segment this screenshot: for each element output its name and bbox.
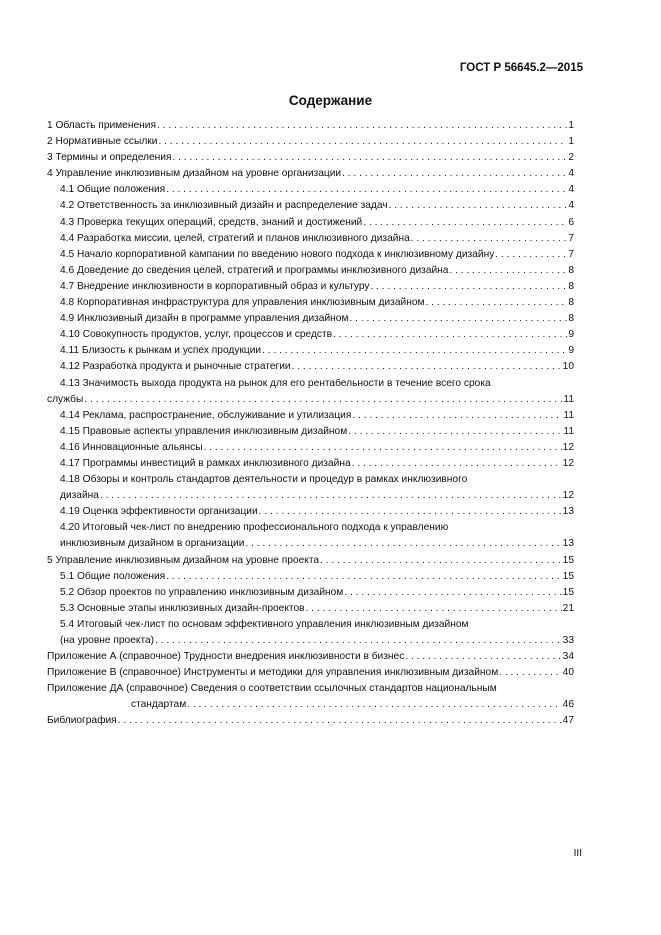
toc-entry[interactable]: 4.8 Корпоративная инфраструктура для управления инклюзивным дизайном . . . 8 bbox=[47, 295, 574, 311]
toc-entry[interactable]: дизайна . . . 12 bbox=[47, 488, 574, 504]
toc-entry[interactable]: 4.6 Доведение до сведения целей, стратегий и программы инклюзивного дизайна . . . 8 bbox=[47, 263, 574, 279]
toc-entry[interactable]: Библиография . . . 47 bbox=[47, 713, 574, 729]
toc-entry[interactable]: Приложение В (справочное) Инструменты и методики для управления инклюзивным дизайном . . . 40 bbox=[47, 665, 574, 681]
toc-entry[interactable]: 4.5 Начало корпоративной кампании по введению нового подхода к инклюзивному дизайну . . . 7 bbox=[47, 247, 574, 263]
toc-entry[interactable]: 4.4 Разработка миссии, целей, стратегий и планов инклюзивного дизайна . . . 7 bbox=[47, 231, 574, 247]
toc-entry[interactable]: 4.9 Инклюзивный дизайн в программе управления дизайном . . . 8 bbox=[47, 311, 574, 327]
toc-entry-first-line[interactable]: 5.4 Итоговый чек-лист по основам эффективного управления инклюзивным дизайном bbox=[60, 618, 469, 630]
toc-entry[interactable]: 4.19 Оценка эффективности организации . . . 13 bbox=[47, 504, 574, 520]
standard-code: ГОСТ Р 56645.2—2015 bbox=[459, 62, 583, 74]
toc-entry[interactable]: 4.11 Близость к рынкам и успех продукции . . . 9 bbox=[47, 343, 574, 359]
toc-entry[interactable]: 4.15 Правовые аспекты управления инклюзивным дизайном . . . 11 bbox=[47, 424, 574, 440]
toc-entry[interactable]: 5.1 Общие положения . . . 15 bbox=[47, 569, 574, 585]
toc-entry-first-line[interactable]: 4.20 Итоговый чек-лист по внедрению профессионального подхода к управлению bbox=[60, 522, 449, 534]
page-number: III bbox=[573, 848, 582, 859]
toc-title: Содержание bbox=[288, 93, 373, 108]
toc-entry[interactable]: инклюзивным дизайном в организации . . . 13 bbox=[47, 536, 574, 552]
toc-entry[interactable]: 4.14 Реклама, распространение, обслуживание и утилизация . . . 11 bbox=[47, 408, 574, 424]
toc-entry[interactable]: 5.2 Обзор проектов по управлению инклюзивным дизайном . . . 15 bbox=[47, 585, 574, 601]
toc-entry[interactable]: 3 Термины и определения . . . 2 bbox=[47, 150, 574, 166]
toc-entry[interactable]: 4.3 Проверка текущих операций, средств, знаний и достижений . . . 6 bbox=[47, 215, 574, 231]
toc-entry[interactable]: 5.3 Основные этапы инклюзивных дизайн-проектов . . . 21 bbox=[47, 601, 574, 617]
toc-entry[interactable]: службы . . . 11 bbox=[47, 392, 574, 408]
toc-entry[interactable]: 1 Область применения . . . 1 bbox=[47, 118, 574, 134]
toc-entry[interactable]: стандартам . . . 46 bbox=[47, 697, 574, 713]
toc-entry[interactable]: (на уровне проекта) . . . 33 bbox=[47, 633, 574, 649]
toc-entry-first-line[interactable]: Приложение ДА (справочное) Сведения о соответствии ссылочных стандартов национальным bbox=[47, 683, 497, 695]
toc-entry[interactable]: 2 Нормативные ссылки . . . 1 bbox=[47, 134, 574, 150]
toc-entry[interactable]: 4.10 Совокупность продуктов, услуг, процессов и средств . . . 9 bbox=[47, 327, 574, 343]
toc-entry[interactable]: 4.17 Программы инвестиций в рамках инклюзивного дизайна . . . 12 bbox=[47, 456, 574, 472]
toc-entry-first-line[interactable]: 4.13 Значимость выхода продукта на рынок для его рентабельности в течение всего срока bbox=[60, 377, 491, 389]
toc-entry[interactable]: 4 Управление инклюзивным дизайном на уровне организации . . . 4 bbox=[47, 166, 574, 182]
toc-entry[interactable]: Приложение А (справочное) Трудности внедрения инклюзивности в бизнес . . . 34 bbox=[47, 649, 574, 665]
toc-entry[interactable]: 4.12 Разработка продукта и рыночные стратегии . . . 10 bbox=[47, 359, 574, 375]
toc-entry[interactable]: 5 Управление инклюзивным дизайном на уровне проекта . . . 15 bbox=[47, 553, 574, 569]
toc-entry[interactable]: 4.2 Ответственность за инклюзивный дизайн и распределение задач . . . 4 bbox=[47, 198, 574, 214]
table-of-contents bbox=[47, 118, 574, 730]
toc-entry[interactable]: 4.16 Инновационные альянсы . . . 12 bbox=[47, 440, 574, 456]
toc-entry[interactable]: 4.1 Общие положения . . . 4 bbox=[47, 182, 574, 198]
toc-entry[interactable]: 4.7 Внедрение инклюзивности в корпоративный образ и культуру . . . 8 bbox=[47, 279, 574, 295]
toc-entry-first-line[interactable]: 4.18 Обзоры и контроль стандартов деятельности и процедур в рамках инклюзивного bbox=[60, 474, 468, 486]
